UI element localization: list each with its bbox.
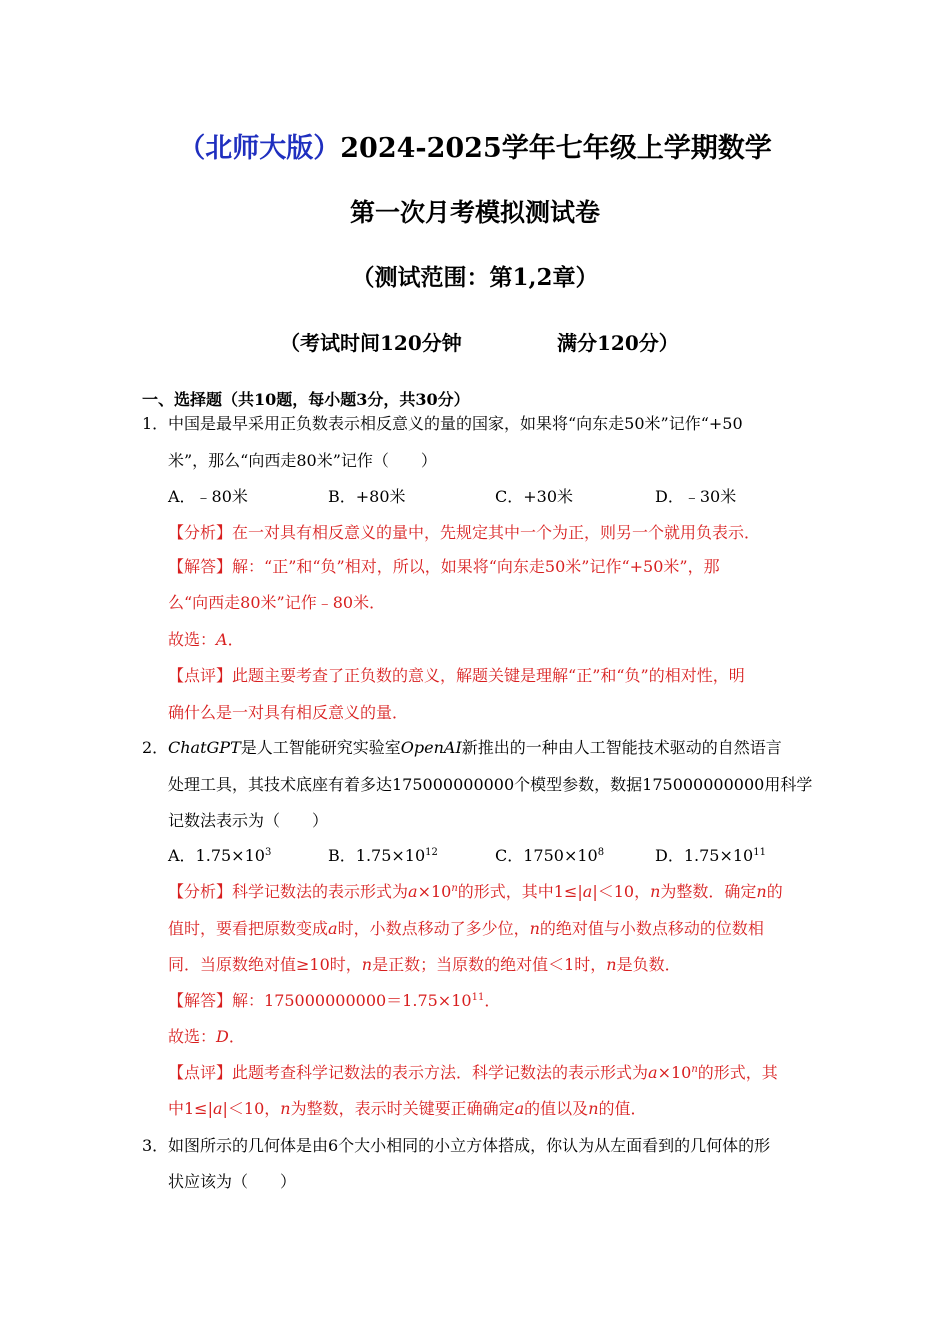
- q1-stem-line1: 中国是最早采用正负数表示相反意义的量的国家，如果将“向东走50米”记作“+50: [168, 414, 743, 433]
- q2-choice: [168, 1027, 245, 1047]
- q1-option-d: D．﹣30米: [655, 487, 737, 506]
- comment-tag: 【点评】: [168, 666, 233, 685]
- analysis-tag: 【分析】: [168, 882, 233, 901]
- page-subtitle: 第一次月考模拟测试卷: [349, 198, 600, 227]
- title-edition: （北师大版）: [178, 133, 341, 164]
- q2-number: 2．: [142, 738, 169, 757]
- test-time: （考试时间120分钟: [280, 331, 462, 355]
- var-n: n: [650, 882, 661, 901]
- q2-option-a: [168, 846, 271, 866]
- comment-text: 的值以及: [524, 1099, 589, 1118]
- q1-answer-line1: [168, 557, 720, 577]
- analysis-text: 值时，要看把原数变成: [168, 919, 329, 938]
- q2-analysis-line3: [168, 955, 681, 975]
- title-text: 2024-2025学年七年级上学期数学: [340, 133, 772, 164]
- q2-option-b-exp: 12: [425, 847, 438, 858]
- analysis-text: 科学记数法的表示形式为: [232, 882, 409, 901]
- analysis-text: 为整数．确定: [660, 882, 757, 901]
- analysis-text: 同．当原数绝对值≥10时，: [168, 955, 362, 974]
- q2-option-b-text: B．1.75×10: [328, 846, 426, 865]
- var-n-exp: n: [691, 1064, 698, 1075]
- q2-option-d-exp: 11: [753, 847, 766, 858]
- q1-answer-line2: 么“向西走80米”记作﹣80米．: [168, 593, 386, 612]
- q2-stem-line3: 记数法表示为（ ）: [168, 811, 329, 830]
- q1-analysis: [168, 523, 760, 543]
- choice-letter: A: [216, 630, 228, 649]
- q2-analysis-line2: [168, 919, 764, 939]
- comment-text: 此题考查科学记数法的表示方法．科学记数法的表示形式为: [232, 1063, 649, 1082]
- analysis-text: 时，小数点移动了多少位，: [337, 919, 530, 938]
- q1-option-a: A．﹣80米: [168, 487, 248, 506]
- analysis-text: |＜10，: [592, 882, 651, 901]
- sci-base: ×10: [417, 882, 452, 901]
- answer-text: 解：“正”和“负”相对，所以，如果将“向东走50米”记作“+50米”，那: [232, 557, 720, 576]
- var-a: a: [328, 919, 338, 938]
- answer-tag: 【解答】: [168, 557, 233, 576]
- analysis-text: 在一对具有相反意义的量中，先规定其中一个为正，则另一个就用负表示．: [232, 523, 761, 542]
- test-scope: （测试范围：第1,2章）: [351, 264, 599, 291]
- q2-stem-line1: [168, 738, 782, 758]
- q2-stem-mid: 是人工智能研究实验室: [240, 738, 401, 757]
- comment-text: 的形式，其: [697, 1063, 778, 1082]
- q1-option-c: C．+30米: [495, 487, 574, 506]
- page-title: [0, 126, 950, 165]
- q2-option-d-text: D．1.75×10: [655, 846, 754, 865]
- section-heading: 一、选择题（共10题，每小题3分，共30分）: [142, 390, 470, 409]
- answer-exp: 11: [471, 992, 485, 1003]
- chatgpt-name: ChatGPT: [168, 738, 241, 757]
- var-a: a: [648, 1063, 658, 1082]
- analysis-tag: 【分析】: [168, 523, 233, 542]
- analysis-text: 的: [766, 882, 783, 901]
- q1-option-b: B．+80米: [328, 487, 406, 506]
- q1-comment-line1: [168, 666, 745, 686]
- answer-end: ．: [484, 991, 501, 1010]
- q3-number: 3．: [142, 1136, 169, 1155]
- comment-text: 此题主要考查了正负数的意义，解题关键是理解“正”和“负”的相对性，明: [232, 666, 745, 685]
- q2-answer: [168, 991, 500, 1011]
- answer-tag: 【解答】: [168, 991, 233, 1010]
- analysis-text: 是负数．: [616, 955, 681, 974]
- var-a: a: [212, 1099, 223, 1118]
- var-n: n: [529, 919, 540, 938]
- q2-comment-line2: [168, 1099, 647, 1119]
- q2-option-a-exp: 3: [264, 847, 272, 858]
- var-a: a: [514, 1099, 525, 1118]
- q1-choice: [168, 630, 244, 650]
- q2-stem-line2: 处理工具，其技术底座有着多达175000000000个模型参数，数据175000000000用科学: [168, 775, 813, 794]
- analysis-text: 的形式，其中1≤|: [457, 882, 583, 901]
- q1-stem-line2: 米”，那么“向西走80米”记作（ ）: [168, 451, 437, 470]
- choice-prefix: 故选：: [168, 630, 217, 649]
- var-n-exp: n: [451, 883, 458, 894]
- choice-prefix: 故选：: [168, 1027, 217, 1046]
- q3-stem-line1: 如图所示的几何体是由6个大小相同的小立方体搭成，你认为从左面看到的几何体的形: [168, 1136, 771, 1155]
- comment-text: 中1≤|: [168, 1099, 213, 1118]
- answer-text: 解：175000000000＝1.75×10: [232, 991, 472, 1010]
- var-n: n: [606, 955, 617, 974]
- comment-text: |＜10，: [222, 1099, 281, 1118]
- var-n: n: [280, 1099, 291, 1118]
- var-a: a: [582, 882, 593, 901]
- choice-end: ．: [228, 1027, 245, 1046]
- var-n: n: [588, 1099, 599, 1118]
- openai-name: OpenAI: [400, 738, 462, 757]
- q2-option-b: [328, 846, 438, 866]
- choice-letter: D: [216, 1027, 229, 1046]
- var-n: n: [756, 882, 767, 901]
- var-n: n: [361, 955, 373, 974]
- q2-option-a-text: A．1.75×10: [168, 846, 265, 865]
- analysis-text: 的绝对值与小数点移动的位数相: [539, 919, 764, 938]
- q3-stem-line2: 状应该为（ ）: [168, 1172, 297, 1191]
- q2-option-c: [495, 846, 604, 866]
- comment-text: 为整数，表示时关键要正确确定: [290, 1099, 515, 1118]
- comment-text: 的值．: [598, 1099, 647, 1118]
- analysis-text: 是正数；当原数的绝对值＜1时，: [372, 955, 607, 974]
- comment-tag: 【点评】: [168, 1063, 233, 1082]
- q1-number: 1．: [142, 414, 169, 433]
- var-a: a: [408, 882, 418, 901]
- q2-stem-end: 新推出的一种由人工智能技术驱动的自然语言: [461, 738, 782, 757]
- test-score: 满分120分）: [557, 331, 679, 355]
- q2-comment-line1: [168, 1063, 778, 1083]
- q2-option-c-text: C．1750×10: [495, 846, 598, 865]
- q2-option-d: [655, 846, 766, 866]
- q2-option-c-exp: 8: [597, 847, 605, 858]
- choice-end: ．: [227, 630, 244, 649]
- sci-base: ×10: [657, 1063, 692, 1082]
- q1-comment-line2: 确什么是一对具有相反意义的量．: [168, 703, 409, 722]
- q2-analysis-line1: [168, 882, 783, 902]
